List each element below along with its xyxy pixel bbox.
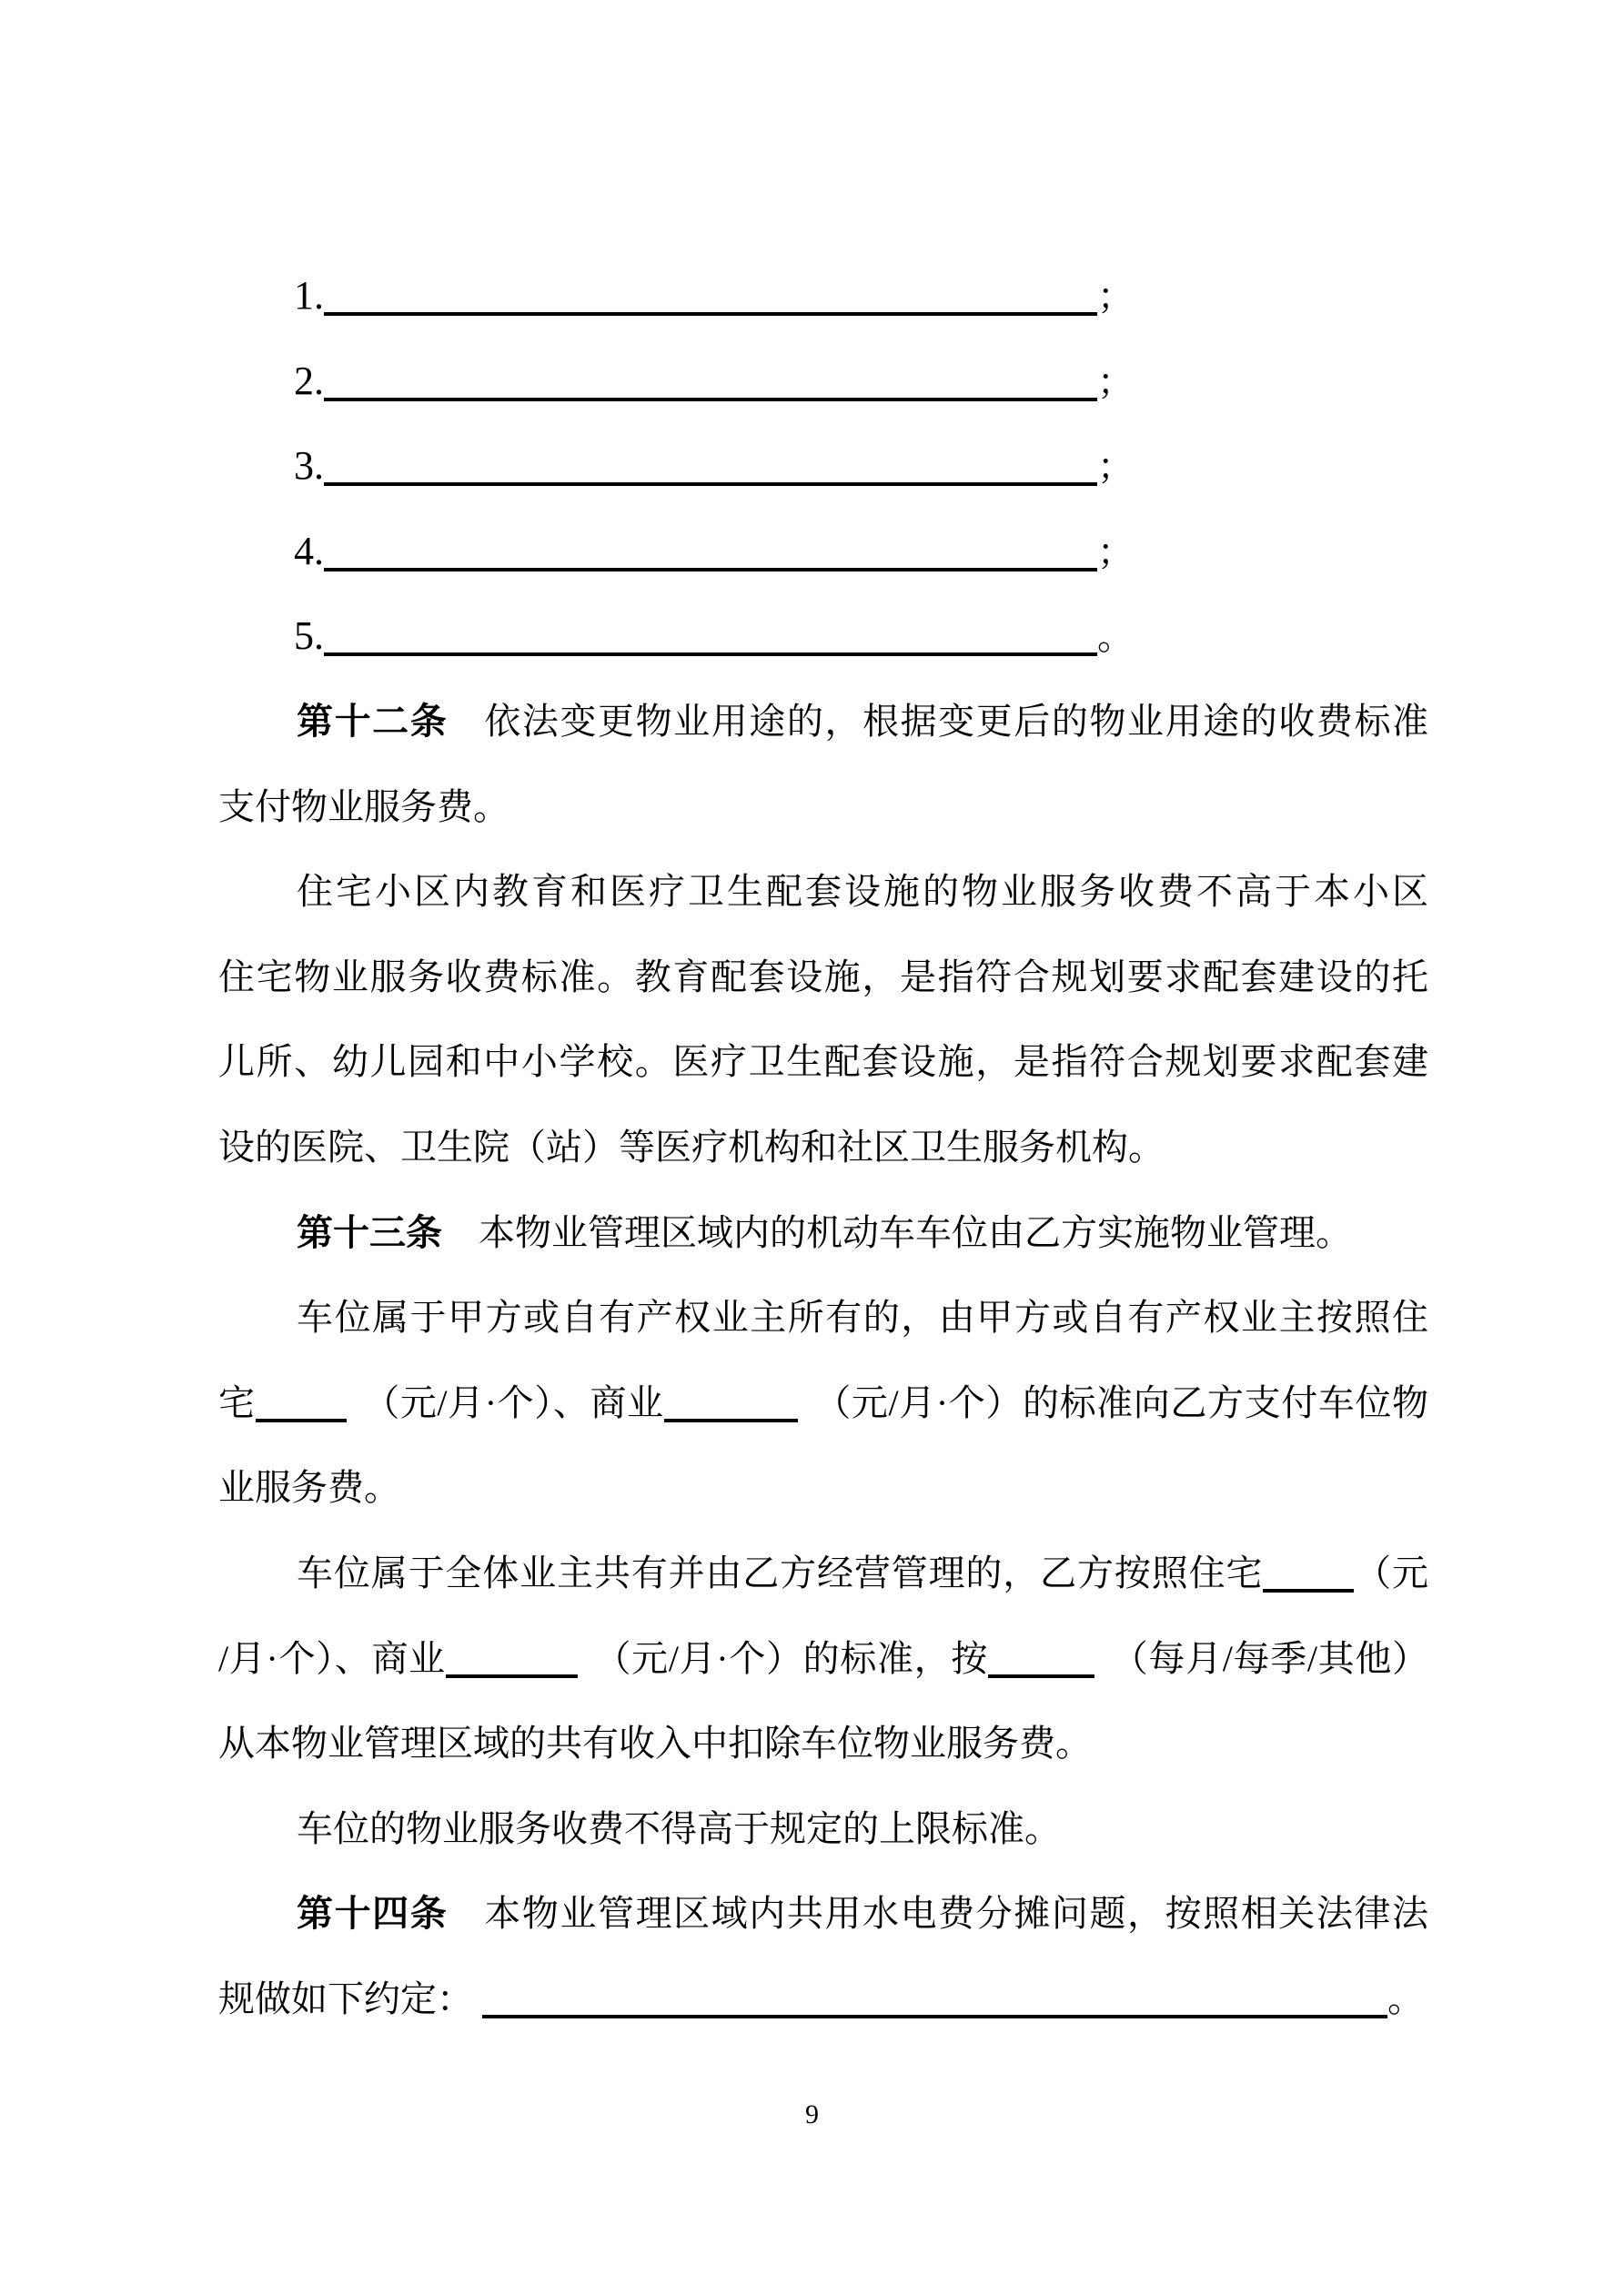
article-12-line-2 xyxy=(218,764,1428,850)
article-13-label: 第十三条 xyxy=(297,1211,442,1253)
blank-agreement[interactable] xyxy=(482,1975,1387,2018)
blank-residential-rate[interactable] xyxy=(1263,1549,1354,1593)
list-item-number: 4. xyxy=(294,528,324,573)
list-item-3 xyxy=(218,423,1428,509)
article-13-text: 车位的物业服务收费不得高于规定的上限标准。 xyxy=(297,1807,1061,1849)
article-13-text: （元/月·个）、商业 xyxy=(362,1381,664,1423)
article-13-text: （元 xyxy=(1354,1552,1428,1593)
blank-line[interactable] xyxy=(324,442,1097,486)
blank-line[interactable] xyxy=(324,358,1097,401)
article-12-text: 支付物业服务费。 xyxy=(218,785,509,827)
article-13-para-3-line-3 xyxy=(218,1701,1428,1786)
list-item-terminator: ； xyxy=(1097,276,1134,317)
article-13-text: 从本物业管理区域的共有收入中扣除车位物业服务费。 xyxy=(218,1723,1092,1765)
article-12-text: 依法变更物业用途的，根据变更后的物业用途的收费标准 xyxy=(484,700,1428,742)
article-14-text: 规做如下约定： xyxy=(218,1977,473,2019)
article-13-para-2-line-1 xyxy=(218,1275,1428,1360)
blank-payment-period[interactable] xyxy=(988,1634,1094,1678)
list-item-2 xyxy=(218,339,1428,424)
article-13-text: 车位属于全体业主共有并由乙方经营管理的，乙方按照住宅 xyxy=(297,1552,1264,1593)
article-12-label: 第十二条 xyxy=(297,700,449,742)
list-item-1 xyxy=(218,253,1428,339)
article-14-text: 本物业管理区域内共用水电费分摊问题，按照相关法律法 xyxy=(484,1893,1428,1935)
article-13-text: （每月/每季/其他） xyxy=(1111,1637,1428,1679)
contract-body xyxy=(218,253,1428,2041)
list-item-5 xyxy=(218,593,1428,679)
article-13-line-1 xyxy=(218,1190,1428,1276)
article-14-line-1 xyxy=(218,1871,1428,1957)
article-13-para-4 xyxy=(218,1786,1428,1872)
article-13-para-3-line-1 xyxy=(218,1531,1428,1616)
list-item-terminator: ； xyxy=(1097,531,1134,572)
list-item-number: 3. xyxy=(294,443,324,489)
blank-residential-rate[interactable] xyxy=(256,1379,347,1422)
list-item-terminator: 。 xyxy=(1097,616,1134,658)
blank-line[interactable] xyxy=(324,612,1097,656)
article-12-para-2-line-2 xyxy=(218,935,1428,1020)
article-12-text: 儿所、幼儿园和中小学校。医疗卫生配套设施，是指符合规划要求配套建 xyxy=(218,1041,1428,1083)
list-item-terminator: ； xyxy=(1097,360,1134,402)
blank-line[interactable] xyxy=(324,528,1097,571)
article-13-text: 车位属于甲方或自有产权业主所有的，由甲方或自有产权业主按照住 xyxy=(297,1297,1428,1339)
article-12-text: 设的医院、卫生院（站）等医疗机构和社区卫生服务机构。 xyxy=(218,1126,1165,1168)
article-13-text: /月·个）、商业 xyxy=(218,1637,446,1679)
article-13-text: （元/月·个）的标准，按 xyxy=(593,1637,989,1679)
article-12-para-2-line-3 xyxy=(218,1019,1428,1105)
article-12-line-1 xyxy=(218,679,1428,764)
page-number: 9 xyxy=(805,2099,819,2129)
blank-line[interactable] xyxy=(324,272,1097,316)
article-14-terminator: 。 xyxy=(1387,1977,1424,2019)
list-item-4 xyxy=(218,509,1428,594)
article-13-text: 业服务费。 xyxy=(218,1467,400,1509)
article-12-para-2-line-4 xyxy=(218,1105,1428,1190)
article-13-para-2-line-2 xyxy=(218,1360,1428,1446)
list-item-number: 5. xyxy=(294,613,324,659)
article-12-text: 住宅物业服务收费标准。教育配套设施，是指符合规划要求配套建设的托 xyxy=(218,956,1428,997)
article-13-text: （元/月·个）的标准向乙方支付车位物 xyxy=(813,1381,1428,1423)
blank-commercial-rate[interactable] xyxy=(446,1634,578,1678)
article-13-text: 本物业管理区域内的机动车车位由乙方实施物业管理。 xyxy=(479,1211,1352,1253)
article-14-label: 第十四条 xyxy=(297,1893,449,1935)
article-12-para-2-line-1 xyxy=(218,849,1428,935)
article-12-text: 住宅小区内教育和医疗卫生配套设施的物业服务收费不高于本小区 xyxy=(297,871,1428,913)
blank-commercial-rate[interactable] xyxy=(664,1379,798,1422)
article-14-line-2 xyxy=(218,1957,1428,2042)
list-item-terminator: ； xyxy=(1097,446,1134,488)
article-13-text: 宅 xyxy=(218,1381,256,1423)
list-item-number: 1. xyxy=(294,273,324,318)
article-13-para-3-line-2 xyxy=(218,1616,1428,1702)
article-13-para-2-line-3 xyxy=(218,1445,1428,1531)
list-item-number: 2. xyxy=(294,358,324,403)
